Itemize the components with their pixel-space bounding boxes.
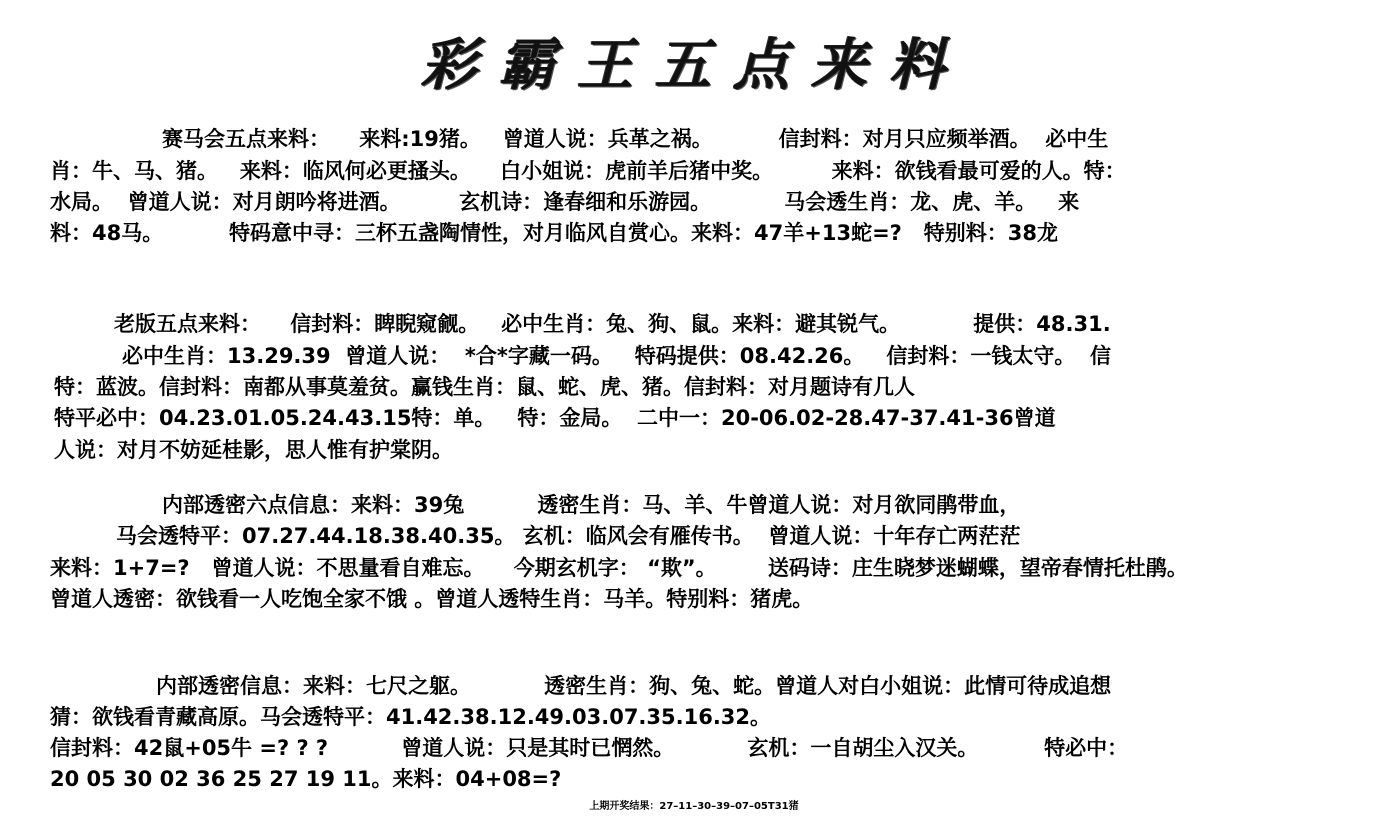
text-line: 20 05 30 02 36 25 27 19 11。来料：04+08=? — [50, 767, 562, 791]
text-line: 内部透密六点信息：来料：39兔 透密生肖：马、羊、牛曾道人说：对月欲同鹃带血， — [162, 493, 1021, 517]
text-line: 必中生肖：13.29.39 曾道人说： *合*字藏一码。 特码提供：08.42.26。 信封料：一钱太守。 信 — [122, 344, 1111, 368]
text-line: 来料：1+7=? 曾道人说：不思量看自难忘。 今期玄机字： “欺”。 送码诗：庄生晓梦迷蝴蝶，望帝春情托杜鹃。 — [50, 556, 1188, 580]
text-line: 曾道人透密：欲钱看一人吃饱全家不饿 。曾道人透特生肖：马羊。特别料：猪虎。 — [50, 587, 814, 611]
last-draw-result: 上期开奖结果：27–11–30–39–07–05T31猪 — [589, 801, 799, 812]
text-line: 内部透密信息：来料：七尺之躯。 透密生肖：狗、兔、蛇。曾道人对白小姐说：此情可待成追想 — [156, 674, 1112, 698]
text-line: 特：蓝波。信封料：南都从事莫羞贫。赢钱生肖：鼠、蛇、虎、猪。信封料：对月题诗有几人 — [54, 375, 915, 399]
text-line: 猜：欲钱看青藏高原。马会透特平：41.42.38.12.49.03.07.35.16.32。 — [50, 705, 772, 729]
text-line: 人说：对月不妨延桂影，思人惟有护棠阴。 — [54, 438, 453, 462]
page-title: 彩霸王五点来料 — [421, 32, 967, 98]
text-line: 赛马会五点来料： 来料:19猪。 曾道人说：兵革之祸。 信封料：对月只应频举酒。 必中生 — [162, 127, 1109, 151]
text-line: 老版五点来料： 信封料：睥睨窥觎。 必中生肖：兔、狗、鼠。来料：避其锐气。 提供：48.31. — [114, 312, 1111, 336]
text-line: 水局。 曾道人说：对月朗吟将进酒。 玄机诗：逢春细和乐游园。 马会透生肖：龙、虎、羊。 来 — [50, 190, 1080, 214]
text-line: 特平必中：04.23.01.05.24.43.15特：单。 特：金局。 二中一：20-06.02-28.47-37.41-36曾道 — [54, 406, 1056, 430]
text-line: 料：48马。 特码意中寻：三杯五盏陶情性，对月临风自赏心。来料：47羊+13蛇=? 特别料：38龙 — [50, 221, 1058, 245]
text-line: 马会透特平：07.27.44.18.38.40.35。 玄机：临风会有雁传书。 曾道人说：十年存亡两茫茫 — [116, 524, 1021, 548]
text-line: 信封料：42鼠+05牛 =? ? ? 曾道人说：只是其时已惘然。 玄机：一自胡尘入汉关。 特必中： — [50, 736, 1129, 760]
text-line: 肖：牛、马、猪。 来料：临风何必更搔头。 白小姐说：虎前羊后猪中奖。 来料：欲钱看最可爱的人。特： — [50, 159, 1126, 183]
